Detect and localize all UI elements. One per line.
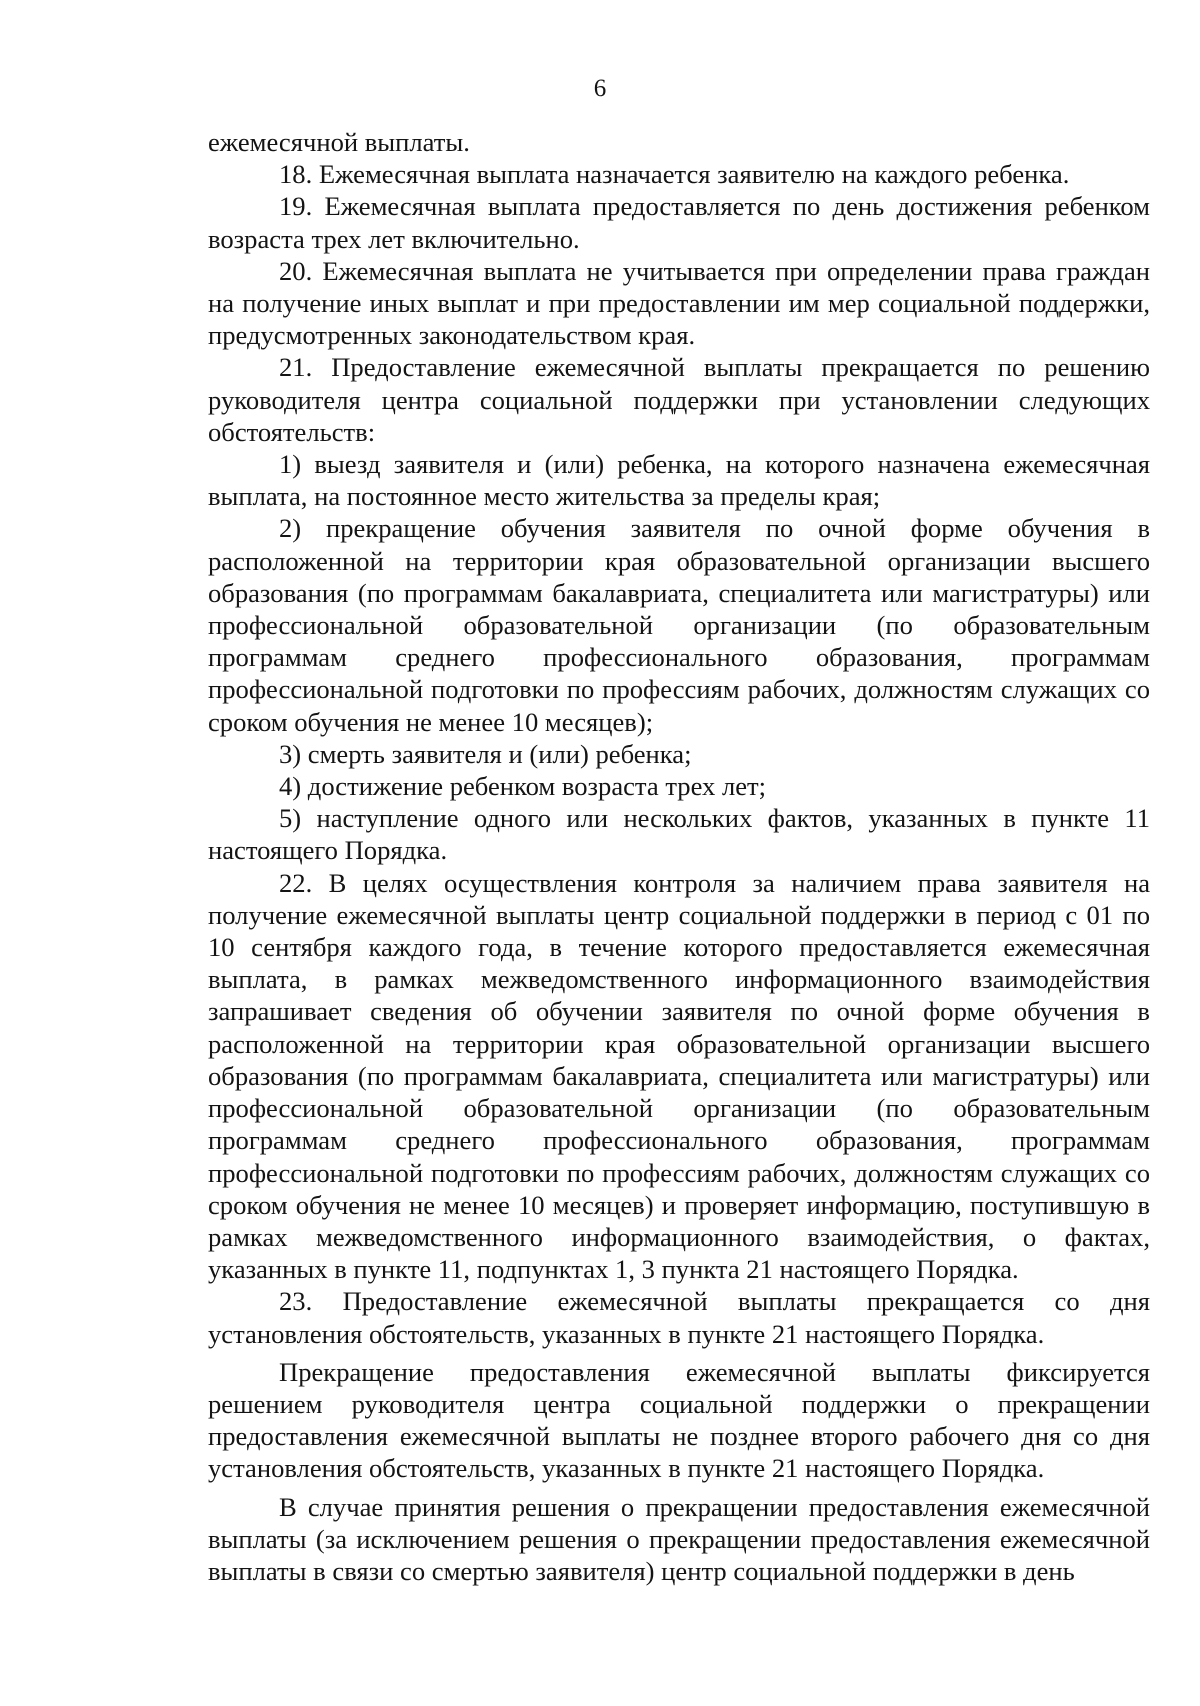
- subitem-21-2: 2) прекращение обучения заявителя по очной форме обучения в расположенной на территории края образовательной организации высшего образования (по программам бакалавриата, специалитета или магистратуры) или профессиональной образовательной организации (по образовательным программам среднего профессионального образования, программам профессиональной подготовки по профессиям рабочих, должностям служащих со сроком обучения не менее 10 месяцев);: [208, 513, 1150, 737]
- page-number: 6: [593, 75, 607, 102]
- paragraph-termination-notice: В случае принятия решения о прекращении предоставления ежемесячной выплаты (за исключением решения о прекращении предоставления ежемесячной выплаты в связи со смертью заявителя) центр социальной поддержки в день: [208, 1491, 1150, 1586]
- paragraph-item-19: 19. Ежемесячная выплата предоставляется по день достижения ребенком возраста трех лет включительно.: [208, 191, 1150, 254]
- paragraph-continuation: ежемесячной выплаты.: [208, 127, 470, 157]
- subitem-21-3: 3) смерть заявителя и (или) ребенка;: [279, 738, 692, 769]
- subitem-21-1: 1) выезд заявителя и (или) ребенка, на которого назначена ежемесячная выплата, на постоянное место жительства за пределы края;: [208, 449, 1150, 512]
- paragraph-item-18: 18. Ежемесячная выплата назначается заявителю на каждого ребенка.: [279, 159, 1070, 190]
- paragraph-item-22: 22. В целях осуществления контроля за наличием права заявителя на получение ежемесячной выплаты центр социальной поддержки в период с 01 по 10 сентября каждого года, в течение которого предоставляется ежемесячная выплата, в рамках межведомственного информационного взаимодействия запрашивает сведения об обучении заявителя по очной форме обучения в расположенной на территории края образовательной организации высшего образования (по программам бакалавриата, специалитета или магистратуры) или профессиональной образовательной организации (по образовательным программам среднего профессионального образования, программам профессиональной подготовки по профессиям рабочих, должностям служащих со сроком обучения не менее 10 месяцев) и проверяет информацию, поступившую в рамках межведомственного информационного взаимодействия, о фактах, указанных в пункте 11, подпунктах 1, 3 пункта 21 настоящего Порядка.: [208, 867, 1150, 1285]
- paragraph-item-23: 23. Предоставление ежемесячной выплаты прекращается со дня установления обстоятельств, указанных в пункте 21 настоящего Порядка.: [208, 1286, 1150, 1349]
- paragraph-item-21: 21. Предоставление ежемесячной выплаты прекращается по решению руководителя центра социальной поддержки при установлении следующих обстоятельств:: [208, 352, 1150, 447]
- subitem-21-5: 5) наступление одного или нескольких фактов, указанных в пункте 11 настоящего Порядка.: [208, 803, 1150, 866]
- paragraph-item-20: 20. Ежемесячная выплата не учитывается при определении права граждан на получение иных выплат и при предоставлении им мер социальной поддержки, предусмотренных законодательством края.: [208, 255, 1150, 351]
- paragraph-termination-decision: Прекращение предоставления ежемесячной выплаты фиксируется решением руководителя центра социальной поддержки о прекращении предоставления ежемесячной выплаты не позднее второго рабочего дня со дня установления обстоятельств, указанных в пункте 21 настоящего Порядка.: [208, 1356, 1150, 1484]
- subitem-21-4: 4) достижение ребенком возраста трех лет;: [279, 771, 767, 802]
- document-body: [208, 126, 1150, 1587]
